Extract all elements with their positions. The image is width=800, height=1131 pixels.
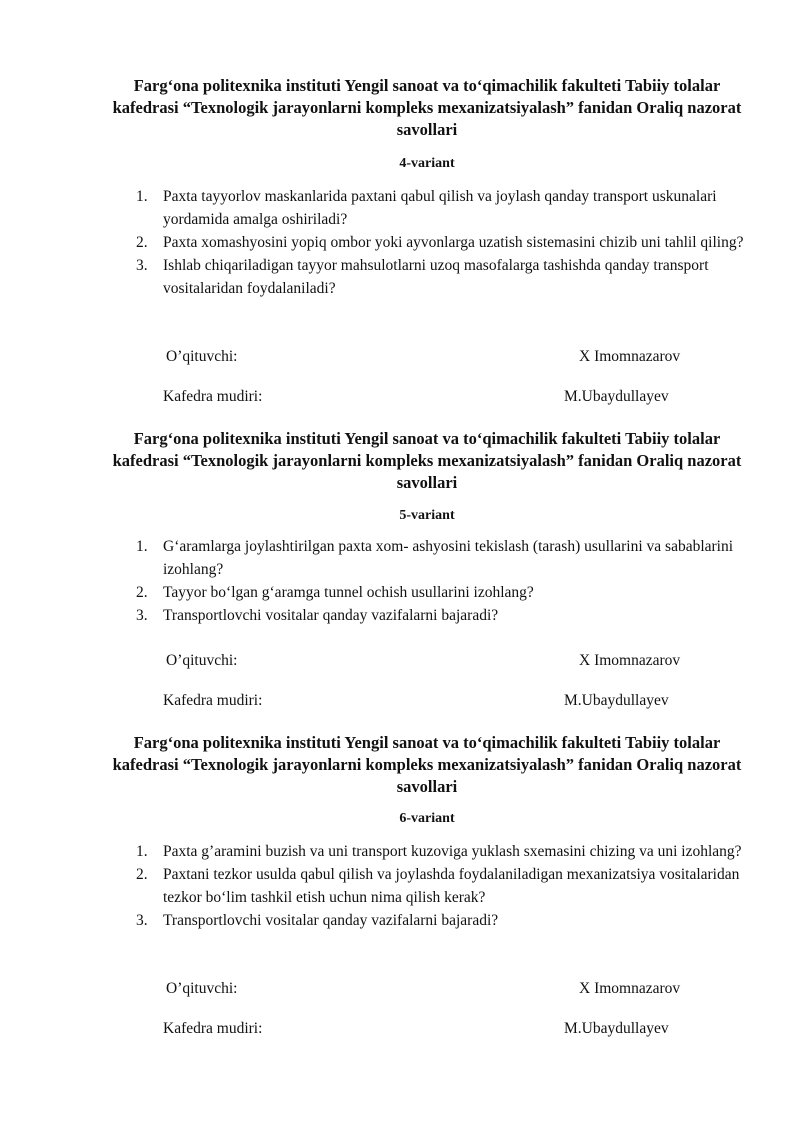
question-text: Paxtani tezkor usulda qabul qilish va joylashda foydalaniladigan mexanizatsiya vositalaridan tezkor bo‘lim tashkil etish uchun nima qilish kerak?: [163, 866, 740, 906]
question-text: Ishlab chiqariladigan tayyor mahsulotlarni uzoq masofalarga tashishda qanday transport vositalaridan foydalaniladi?: [163, 257, 709, 297]
question-number: 2.: [136, 866, 148, 883]
variant-label: 5-variant: [399, 508, 455, 523]
question-number: 2.: [136, 234, 148, 251]
teacher-name: X Imomnazarov: [579, 348, 681, 365]
teacher-label: O’qituvchi:: [166, 652, 238, 669]
head-name: M.Ubaydullayev: [564, 692, 669, 709]
question-number: 3.: [136, 257, 148, 274]
question-item: [136, 535, 756, 581]
question-number: 1.: [136, 843, 148, 860]
question-text: Transportlovchi vositalar qanday vazifalarni bajaradi?: [163, 912, 499, 929]
question-item: [136, 185, 756, 231]
section-title: Farg‘ona politexnika instituti Yengil sanoat va to‘qimachilik fakulteti Tabiiy tolalar kafedrasi “Texnologik jarayonlarni kompleks mexanizatsiyalash” fanidan Oraliq nazorat savollari: [112, 429, 742, 492]
question-number: 1.: [136, 188, 148, 205]
section-title: Farg‘ona politexnika instituti Yengil sanoat va to‘qimachilik fakulteti Tabiiy tolalar kafedrasi “Texnologik jarayonlarni kompleks mexanizatsiyalash” fanidan Oraliq nazorat savollari: [112, 733, 742, 796]
question-item: [136, 231, 756, 254]
head-name: M.Ubaydullayev: [564, 1020, 669, 1037]
question-number: 3.: [136, 607, 148, 624]
teacher-name: X Imomnazarov: [579, 652, 681, 669]
question-item: [136, 863, 756, 909]
head-label: Kafedra mudiri:: [163, 388, 263, 405]
question-text: Paxta g’aramini buzish va uni transport kuzoviga yuklash sxemasini chizing va uni izohlang?: [163, 843, 742, 860]
question-text: Paxta tayyorlov maskanlarida paxtani qabul qilish va joylash qanday transport uskunalari yordamida amalga oshiriladi?: [163, 188, 717, 228]
question-list: [136, 535, 756, 627]
variant-label: 4-variant: [399, 156, 455, 171]
teacher-name: X Imomnazarov: [579, 980, 681, 997]
section-title: Farg‘ona politexnika instituti Yengil sanoat va to‘qimachilik fakulteti Tabiiy tolalar kafedrasi “Texnologik jarayonlarni kompleks mexanizatsiyalash” fanidan Oraliq nazorat savollari: [112, 76, 742, 139]
question-item: [136, 840, 756, 863]
question-item: [136, 604, 756, 627]
head-label: Kafedra mudiri:: [163, 692, 263, 709]
question-item: [136, 909, 756, 932]
variant-label: 6-variant: [399, 811, 455, 826]
teacher-label: O’qituvchi:: [166, 980, 238, 997]
question-number: 1.: [136, 538, 148, 555]
question-number: 3.: [136, 912, 148, 929]
question-text: Tayyor bo‘lgan g‘aramga tunnel ochish usullarini izohlang?: [163, 584, 534, 601]
question-item: [136, 254, 756, 300]
head-label: Kafedra mudiri:: [163, 1020, 263, 1037]
question-item: [136, 581, 756, 604]
head-name: M.Ubaydullayev: [564, 388, 669, 405]
question-text: Paxta xomashyosini yopiq ombor yoki ayvonlarga uzatish sistemasini chizib uni tahlil qiling?: [163, 234, 744, 251]
question-text: Transportlovchi vositalar qanday vazifalarni bajaradi?: [163, 607, 499, 624]
question-list: [136, 185, 756, 300]
question-list: [136, 840, 756, 932]
teacher-label: O’qituvchi:: [166, 348, 238, 365]
question-number: 2.: [136, 584, 148, 601]
question-text: G‘aramlarga joylashtirilgan paxta xom- ashyosini tekislash (tarash) usullarini va sabablarini izohlang?: [163, 538, 734, 578]
